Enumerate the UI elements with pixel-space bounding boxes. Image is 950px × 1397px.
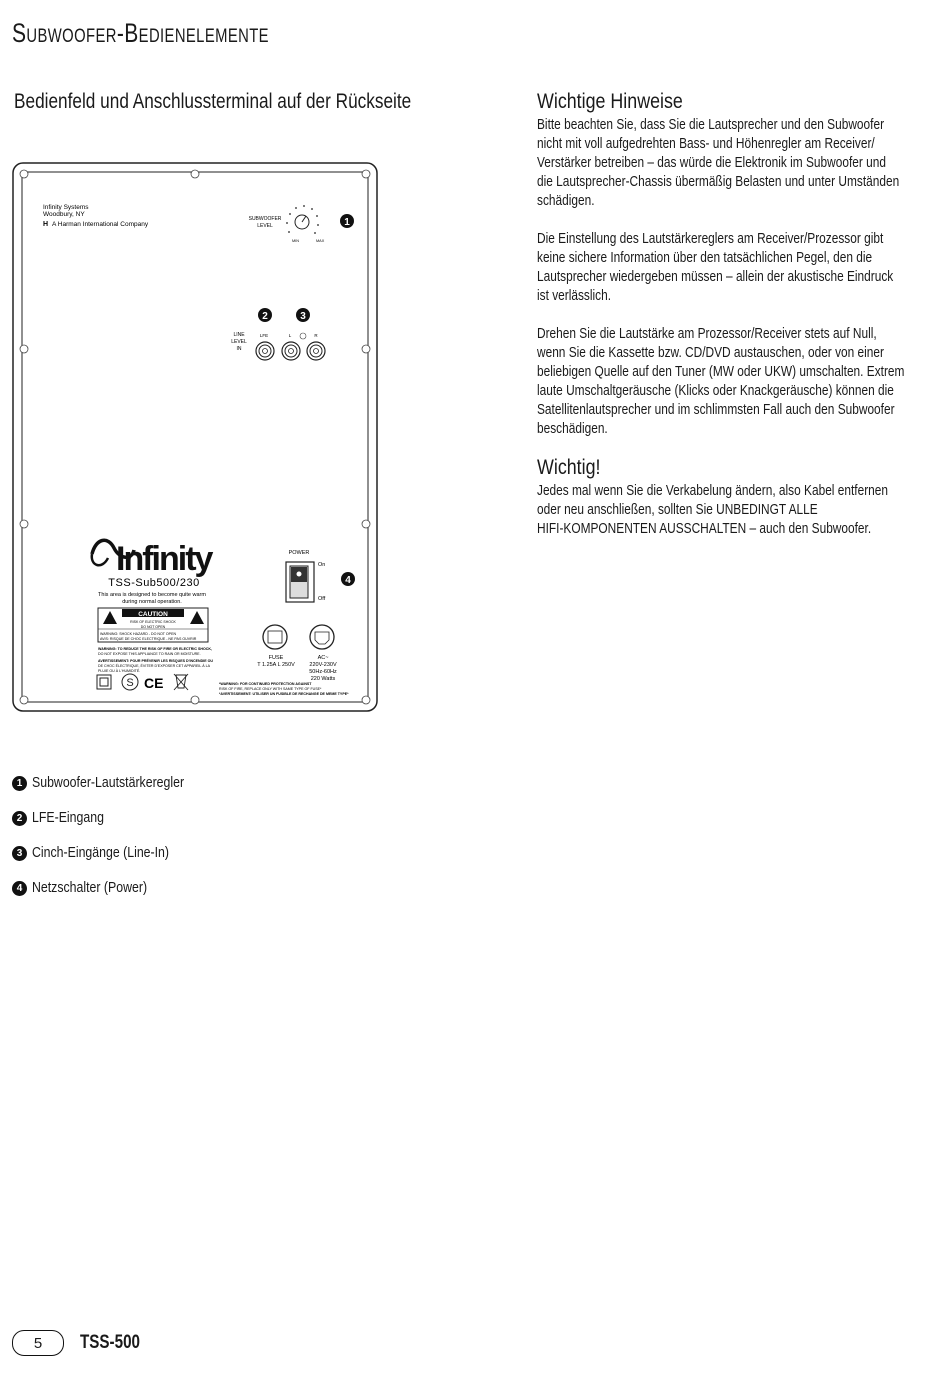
panel-text: WARNING: SHOCK HAZARD - DO NOT OPEN <box>100 632 177 636</box>
footer <box>12 1330 155 1356</box>
power-switch-icon <box>286 562 314 602</box>
r-jack-icon <box>307 342 325 360</box>
notes-paragraph-2: Die Einstellung des Lautstärkereglers am Receiver/Prozessor gibt keine sichere Information über den tatsächlichen Pegel, den die Lautsprecher wiedergeben müssen – allein der akustische Eindruck ist verlässlich. <box>537 231 894 304</box>
panel-text: POWER <box>288 550 310 556</box>
notes-section <box>537 90 950 211</box>
level-label-1: SUBWOOFER <box>248 216 282 222</box>
panel-text: CAUTION <box>138 611 168 618</box>
panel-text: 50Hz-60Hz <box>309 669 337 675</box>
important-section <box>537 456 950 539</box>
panel-text: Off <box>318 596 326 602</box>
legend-number: 1 <box>12 776 27 791</box>
panel-text: 220 Watts <box>310 676 336 682</box>
panel-text: 220V-230V <box>309 662 337 668</box>
page-title: Subwoofer-Bedienelemente <box>12 18 269 48</box>
ce-mark: CE <box>144 675 164 691</box>
legend-label: Netzschalter (Power) <box>32 880 148 896</box>
callout-4 <box>341 572 355 586</box>
rear-panel-diagram <box>12 162 378 712</box>
callout-3 <box>296 308 310 322</box>
panel-text: during normal operation. <box>122 599 182 605</box>
panel-text: Infinity <box>116 540 212 578</box>
legend-item-3 <box>12 845 193 861</box>
lfe-jack-icon <box>256 342 274 360</box>
legend-item-4 <box>12 880 167 896</box>
panel-text: AVERTISSEMENT: POUR PRÉVENIR LES RISQUES D'INCENDIE OU <box>98 659 214 663</box>
panel-text: RISK OF FIRE, REPLACE ONLY WITH SAME TYPE OF FUSE* <box>219 687 322 691</box>
panel-text: FUSE <box>268 655 284 661</box>
legend-label: Subwoofer-Lautstärkeregler <box>32 775 185 791</box>
svg-text:S: S <box>126 677 134 689</box>
legend-number: 4 <box>12 881 27 896</box>
maker-line-1: Infinity Systems <box>43 204 89 211</box>
min-label: MIN <box>292 239 299 243</box>
model-label: TSS-Sub500/230 <box>108 577 200 589</box>
panel-text: DO NOT EXPOSE THIS APPLIANCE TO RAIN OR MOISTURE. <box>98 652 201 656</box>
notes-heading: Wichtige Hinweise <box>537 90 683 113</box>
max-label: MAX <box>316 239 325 243</box>
fuse-holder-icon <box>263 625 287 649</box>
notes-paragraph-3: Drehen Sie die Lautstärke am Prozessor/Receiver stets auf Null, wenn Sie die Kassette bzw. CD/DVD austauschen, oder von einer beliebigen Quelle auf den Tuner (MW oder UKW) umschalten. Extrem laute Umschaltgeräusche (Klicks oder Knackgeräusche) können die Satellitenlautsprecher und im schlimmsten Fall auch den Subwoofer beschädigen. <box>537 326 905 437</box>
panel-text: PLUIE OU À L'HUMIDITÉ. <box>98 669 141 673</box>
panel-text: IN <box>236 346 242 352</box>
panel-text: T 1.25A L 250V <box>257 662 295 668</box>
panel-text: WARNING: TO REDUCE THE RISK OF FIRE OR ELECTRIC SHOCK, <box>98 647 212 651</box>
panel-text: R <box>314 333 318 338</box>
ac-power-socket-icon <box>310 625 334 649</box>
company-line: A Harman International Company <box>52 221 149 228</box>
panel-text: LFE <box>259 333 269 338</box>
legend-label: LFE-Eingang <box>32 810 104 826</box>
maker-line-2: Woodbury, NY <box>43 211 85 218</box>
legend-item-2 <box>12 810 117 826</box>
panel-text: *AVERTISSEMENT: UTILISER UN FUSIBLE DE RECHANGE DE MEME TYPE* <box>219 692 349 696</box>
panel-text: 4 <box>345 575 351 586</box>
legend-label: Cinch-Eingänge (Line-In) <box>32 845 170 861</box>
panel-text: On <box>318 562 326 568</box>
important-paragraph: Jedes mal wenn Sie die Verkabelung ändern, also Kabel entfernen oder neu anschließen, sollten Sie UNBEDINGT ALLE HIFI-KOMPONENTEN AUSSCHALTEN – auch den Subwoofer. <box>537 483 888 537</box>
caution-label <box>98 608 208 642</box>
important-heading: Wichtig! <box>537 456 601 479</box>
panel-text: LEVEL <box>231 339 247 345</box>
panel-text: LINE <box>233 332 245 338</box>
level-label-2: LEVEL <box>257 223 273 229</box>
panel-text: 3 <box>300 311 306 322</box>
notes-paragraph-1: Bitte beachten Sie, dass Sie die Lautsprecher und den Subwoofer nicht mit voll aufgedrehten Bass- und Höhenregler am Receiver/ Verstärker betreiben – das würde die Elektronik im Subwoofer und die Lautsprecher-Chassis übermäßig Belasten und unter Umständen schädigen. <box>537 117 900 209</box>
panel-text: AC~ <box>317 655 329 661</box>
panel-text: DO NOT OPEN <box>140 625 166 629</box>
panel-text: This area is designed to become quite warm <box>98 592 206 598</box>
panel-text: RISK OF ELECTRIC SHOCK <box>130 620 176 624</box>
panel-heading: Bedienfeld und Anschlussterminal auf der Rückseite <box>14 90 412 113</box>
panel-text: 1 <box>344 217 350 228</box>
callout-1 <box>340 214 354 228</box>
legend-item-1 <box>12 775 211 791</box>
panel-text: DE CHOC ÉLECTRIQUE, ÉVITER D'EXPOSER CET APPAREIL À LA <box>98 664 211 668</box>
callout-2 <box>258 308 272 322</box>
legend-number: 3 <box>12 846 27 861</box>
footer-model: TSS-500 <box>80 1332 140 1353</box>
harman-mark: H <box>43 221 49 228</box>
panel-text: AVIS: RISQUE DE CHOC ELECTRIQUE - NE PAS OUVRIR <box>100 637 197 641</box>
panel-text: *WARNING: FOR CONTINUED PROTECTION AGAINST <box>219 682 312 686</box>
page-number: 5 <box>12 1330 64 1356</box>
legend-number: 2 <box>12 811 27 826</box>
panel-text: 2 <box>262 311 268 322</box>
l-jack-icon <box>282 342 300 360</box>
panel-text: L <box>288 333 292 338</box>
